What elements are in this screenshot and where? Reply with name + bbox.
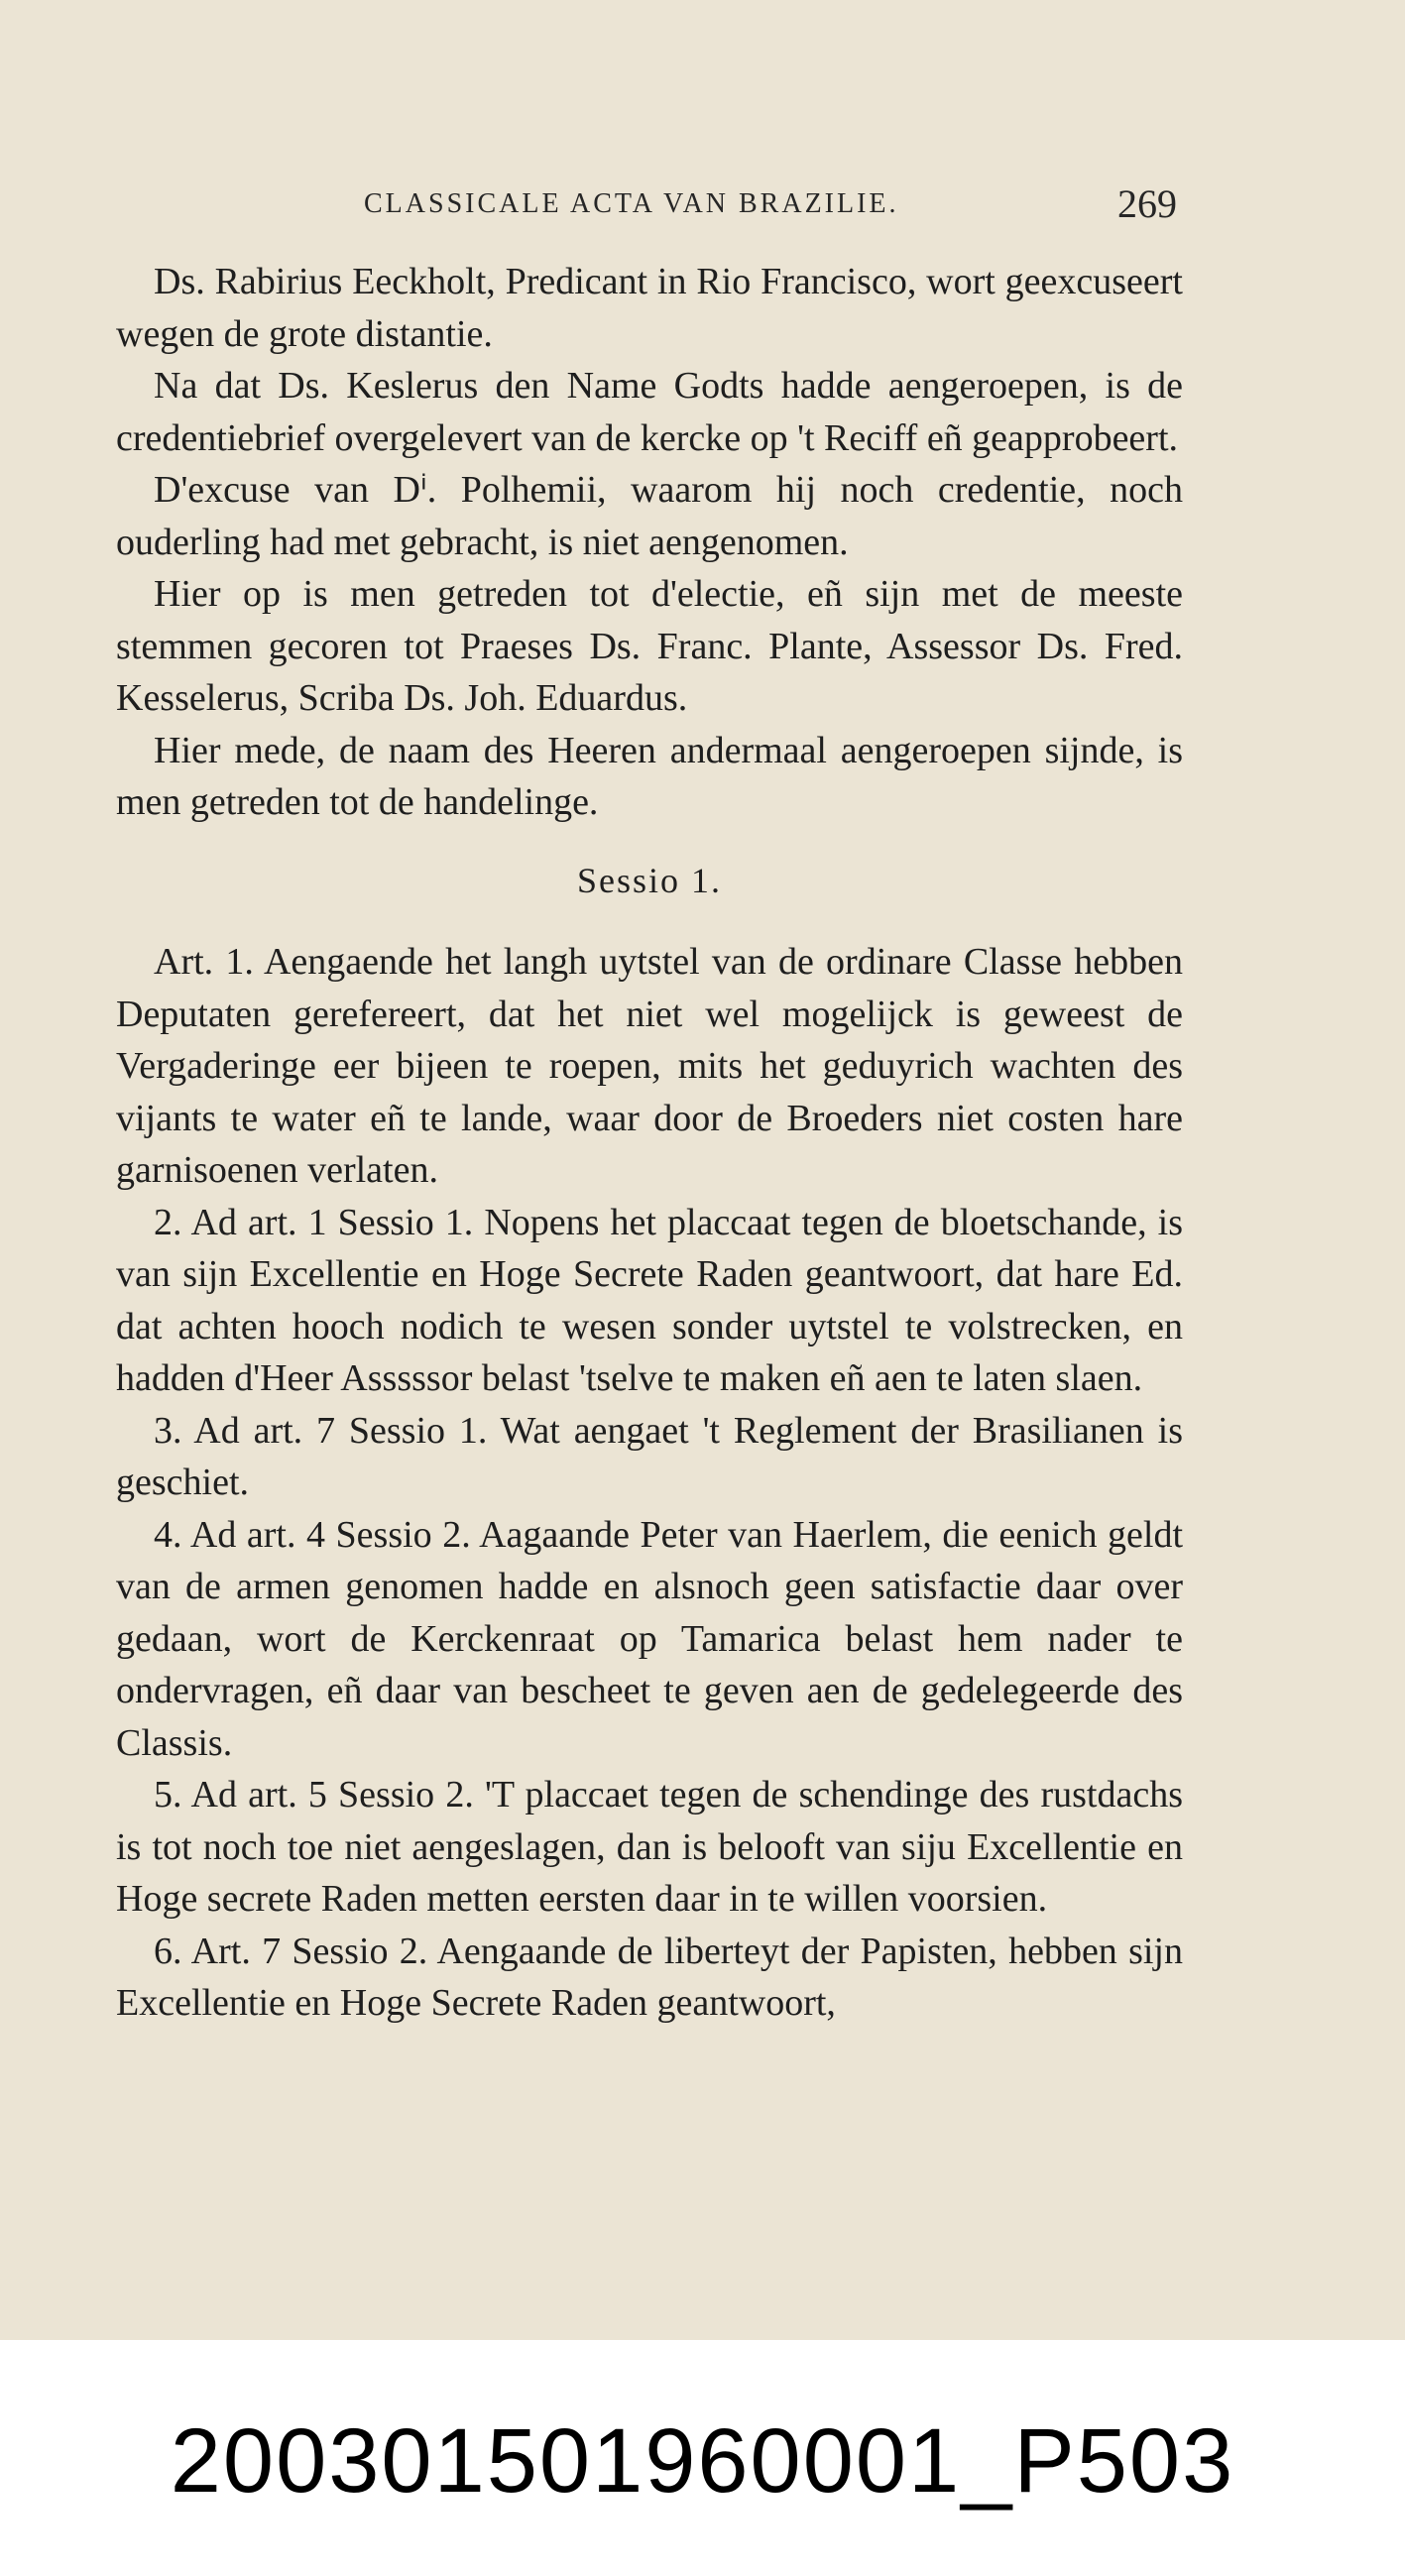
article-5: 5. Ad art. 5 Sessio 2. 'T placcaet tegen de schendinge des rustdachs is tot noch toe niet aengeslagen, dan is belooft van siju Excellentie en Hoge secrete Raden metten eersten daar in te willen voorsien. [116, 1774, 1183, 1920]
article-6: 6. Art. 7 Sessio 2. Aengaande de liberteyt der Papisten, hebben sijn Excellentie en Hoge Secrete Raden geantwoort, [116, 1930, 1183, 2024]
paragraph-credentials: Na dat Ds. Keslerus den Name Godts hadde aengeroepen, is de credentiebrief overgelevert van de kercke op 't Reciff eñ geapprobeert. [116, 365, 1183, 459]
caption-bar [0, 2340, 1405, 2576]
paragraph-proceedings: Hier mede, de naam des Heeren andermaal aengeroepen sijnde, is men getreden tot de handelinge. [116, 729, 1183, 823]
document-id-caption: 200301501960001_P503 [170, 2410, 1235, 2512]
body-text [116, 256, 1183, 2030]
paragraph-excuse-eeckholt: Ds. Rabirius Eeckholt, Predicant in Rio Francisco, wort geexcuseert wegen de grote distantie. [116, 261, 1183, 355]
page-content [116, 176, 1183, 2030]
article-4: 4. Ad art. 4 Sessio 2. Aagaande Peter van Haerlem, die eenich geldt van de armen genomen hadde en alsnoch geen satisfactie daar over gedaan, wort de Kerckenraat op Tamarica belast hem nader te ondervragen, eñ daar van bescheet te geven aen de gedelegeerde des Classis. [116, 1513, 1183, 1764]
article-3: 3. Ad art. 7 Sessio 1. Wat aengaet 't Reglement der Brasilianen is geschiet. [116, 1409, 1183, 1503]
paragraph-excuse-polhemius: D'excuse van Dⁱ. Polhemii, waarom hij noch credentie, noch ouderling had met gebracht, is niet aengenomen. [116, 469, 1183, 563]
section-heading: Sessio 1. [576, 860, 723, 900]
page-number: 269 [1117, 181, 1177, 226]
article-2: 2. Ad art. 1 Sessio 1. Nopens het placcaat tegen de bloetschande, is van sijn Excellentie en Hoge Secrete Raden geantwoort, dat hare Ed. dat achten hooch nodich te wesen sonder uytstel te volstrecken, en hadden d'Heer Asssssor belast 'tselve te maken eñ aen te laten slaen. [116, 1201, 1183, 1399]
running-title: CLASSICALE ACTA VAN BRAZILIE. [364, 188, 899, 219]
article-1: Art. 1. Aengaende het langh uytstel van de ordinare Classe hebben Deputaten gerefereert, dat het niet wel mogelijck is geweest de Vergaderinge eer bijeen te roepen, mits het geduyrich wachten des vijants te water eñ te lande, waar door de Broeders niet costen hare garnisoenen verlaten. [116, 941, 1183, 1191]
paragraph-election: Hier op is men getreden tot d'electie, eñ sijn met de meeste stemmen gecoren tot Praeses Ds. Franc. Plante, Assessor Ds. Fred. Kesselerus, Scriba Ds. Joh. Eduardus. [116, 573, 1183, 719]
running-header [116, 176, 1183, 236]
